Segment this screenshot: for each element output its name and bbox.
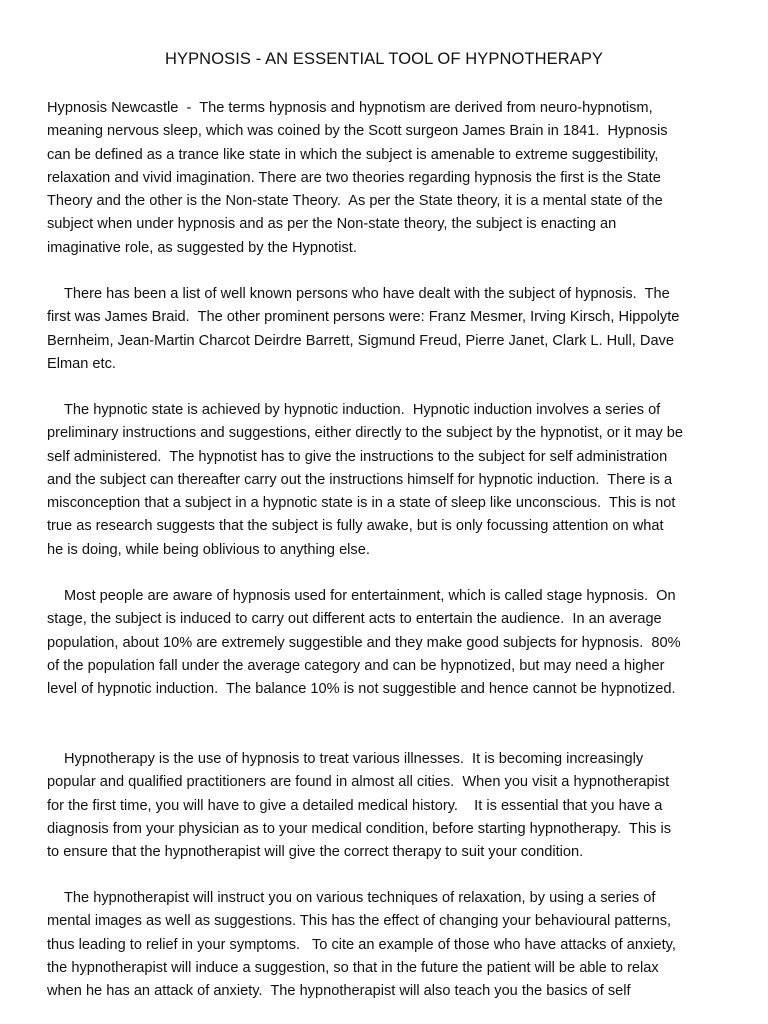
paragraph-line: and the subject can thereafter carry out the instructions himself for hypnotic induction. There is a [47, 471, 673, 488]
paragraph-6 [47, 887, 729, 1003]
paragraph-line: Elman etc. [47, 355, 116, 372]
paragraph-line: stage, the subject is induced to carry out different acts to entertain the audience. In an average [47, 611, 662, 628]
paragraph-line: popular and qualified practitioners are found in almost all cities. When you visit a hypnotherapist [47, 774, 670, 791]
paragraph-line: Bernheim, Jean-Martin Charcot Deirdre Barrett, Sigmund Freud, Pierre Janet, Clark L. Hull, Dave [47, 332, 674, 349]
paragraph-line: when he has an attack of anxiety. The hypnotherapist will also teach you the basics of self [47, 983, 631, 1000]
paragraph-line: diagnosis from your physician as to your medical condition, before starting hypnotherapy. This is [47, 820, 672, 837]
paragraph-line: Hypnotherapy is the use of hypnosis to treat various illnesses. It is becoming increasingly [64, 751, 644, 767]
paragraph-line: of the population fall under the average category and can be hypnotized, but may need a higher [47, 657, 665, 674]
document-title: HYPNOSIS - AN ESSENTIAL TOOL OF HYPNOTHERAPY [164, 50, 604, 68]
paragraph-3 [47, 399, 729, 562]
paragraph-line: misconception that a subject in a hypnotic state is in a state of sleep like unconscious. This is not [47, 495, 676, 512]
paragraph-line: first was James Braid. The other prominent persons were: Franz Mesmer, Irving Kirsch, Hippolyte [47, 309, 680, 326]
paragraph-1 [47, 97, 729, 260]
paragraph-line: Most people are aware of hypnosis used for entertainment, which is called stage hypnosis. On [64, 588, 676, 604]
paragraph-line: Hypnosis Newcastle - The terms hypnosis and hypnotism are derived from neuro-hypnotism, [47, 100, 653, 116]
paragraph-line: There has been a list of well known persons who have dealt with the subject of hypnosis. The [64, 286, 670, 302]
paragraph-line: Theory and the other is the Non-state Theory. As per the State theory, it is a mental state of the [47, 193, 663, 210]
paragraph-line: self administered. The hypnotist has to give the instructions to the subject for self administration [47, 448, 668, 465]
paragraph-5 [47, 748, 729, 864]
paragraph-line: level of hypnotic induction. The balance 10% is not suggestible and hence cannot be hypnotized. [47, 681, 676, 698]
paragraph-line: population, about 10% are extremely suggestible and they make good subjects for hypnosis. 80% [47, 634, 681, 651]
paragraph-line: thus leading to relief in your symptoms. To cite an example of those who have attacks of anxiety, [47, 936, 676, 953]
paragraph-line: imaginative role, as suggested by the Hypnotist. [47, 239, 357, 256]
paragraph-line: to ensure that the hypnotherapist will give the correct therapy to suit your condition. [47, 844, 584, 861]
paragraph-2 [47, 283, 729, 376]
paragraph-line: The hypnotherapist will instruct you on various techniques of relaxation, by using a series of [64, 890, 656, 906]
paragraph-line: true as research suggests that the subject is fully awake, but is only focussing attention on what [47, 518, 664, 535]
paragraph-line: for the first time, you will have to give a detailed medical history. It is essential that you have a [47, 797, 663, 814]
paragraph-line: meaning nervous sleep, which was coined by the Scott surgeon James Brain in 1841. Hypnosis [47, 123, 668, 140]
paragraph-line: mental images as well as suggestions. This has the effect of changing your behavioural patterns, [47, 913, 672, 930]
paragraph-4 [47, 585, 729, 701]
paragraph-line: preliminary instructions and suggestions, either directly to the subject by the hypnotist, or it may be [47, 425, 683, 442]
paragraph-line: can be defined as a trance like state in which the subject is amenable to extreme suggestibility, [47, 146, 659, 163]
paragraph-line: he is doing, while being oblivious to anything else. [47, 541, 370, 558]
paragraph-line: The hypnotic state is achieved by hypnotic induction. Hypnotic induction involves a series of [64, 402, 661, 418]
paragraph-line: subject when under hypnosis and as per the Non-state theory, the subject is enacting an [47, 216, 617, 233]
paragraph-line: the hypnotherapist will induce a suggestion, so that in the future the patient will be able to relax [47, 959, 659, 976]
paragraph-line: relaxation and vivid imagination. There are two theories regarding hypnosis the first is the State [47, 169, 661, 186]
